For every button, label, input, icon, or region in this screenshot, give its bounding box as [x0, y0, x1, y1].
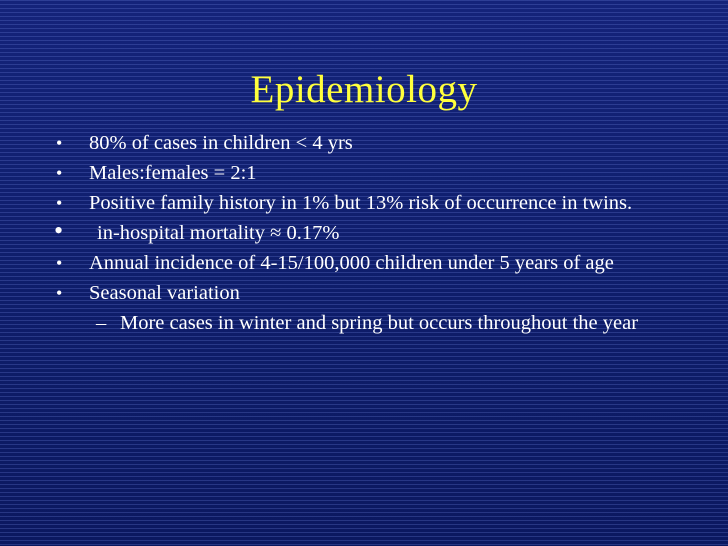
- bullet-item: [54, 216, 664, 245]
- bullet-item: [54, 281, 664, 335]
- bullet-marker: •: [56, 283, 63, 303]
- sub-bullet-text: More cases in winter and spring but occurs throughout the year: [120, 312, 639, 334]
- bullet-text: Males:females = 2:1: [89, 162, 257, 184]
- bullet-marker: •: [56, 193, 63, 213]
- slide-title: Epidemiology: [250, 68, 478, 111]
- sub-bullet-item: [54, 311, 664, 335]
- bullet-text: in-hospital mortality ≈ 0.17%: [97, 222, 340, 244]
- bullet-item: [54, 251, 664, 275]
- bullet-item: [54, 131, 664, 155]
- bullet-text: Seasonal variation: [89, 282, 240, 304]
- bullet-item: [54, 191, 664, 215]
- bullet-text: Annual incidence of 4-15/100,000 children under 5 years of age: [89, 252, 614, 274]
- bullet-marker: •: [56, 253, 63, 273]
- bullet-text: Positive family history in 1% but 13% risk of occurrence in twins.: [89, 192, 633, 214]
- bullet-marker: •: [56, 163, 63, 183]
- bullet-item: [54, 161, 664, 185]
- bullet-marker: •: [56, 133, 63, 153]
- sub-bullet-marker: –: [96, 312, 107, 334]
- bullet-list: [54, 131, 664, 341]
- bullet-text: 80% of cases in children < 4 yrs: [89, 132, 353, 154]
- bullet-marker: •: [54, 216, 64, 245]
